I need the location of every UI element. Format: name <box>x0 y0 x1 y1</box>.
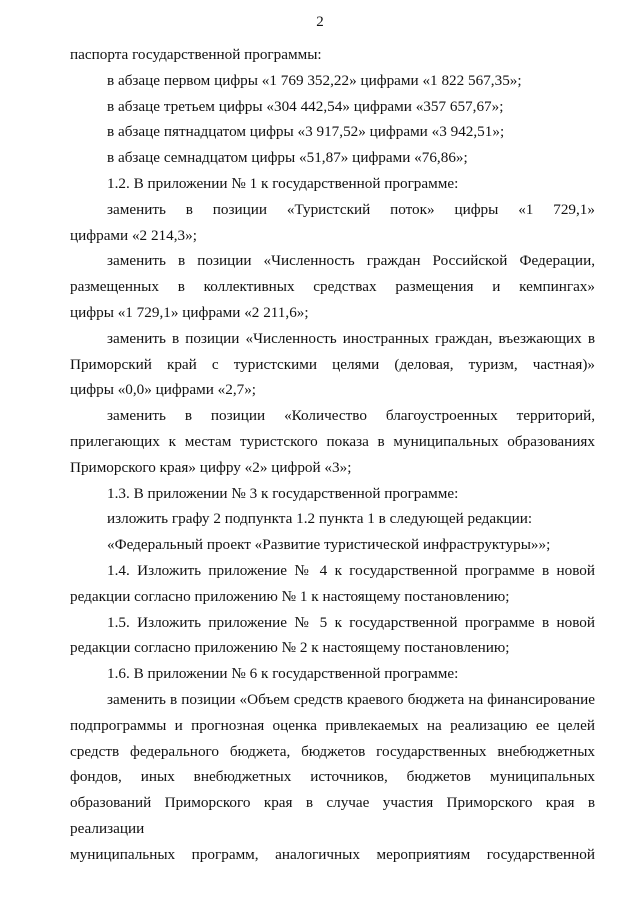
text-line: средств федерального бюджета, бюджетов государственных внебюджетных <box>70 742 595 760</box>
text-line: «Федеральный проект «Развитие туристической инфраструктуры»»; <box>107 536 551 554</box>
text-line: в абзаце пятнадцатом цифры «3 917,52» цифрами «3 942,51»; <box>107 123 505 141</box>
text-line: цифры «1 729,1» цифрами «2 211,6»; <box>70 303 309 321</box>
text-line: 1.3. В приложении № 3 к государственной программе: <box>107 484 459 502</box>
text-line: в абзаце первом цифры «1 769 352,22» цифрами «1 822 567,35»; <box>107 71 522 89</box>
text-line: заменить в позиции «Численность граждан Российской Федерации, <box>107 252 595 270</box>
text-line: Приморский край с туристскими целями (деловая, туризм, частная)» <box>70 355 595 373</box>
text-line: заменить в позиции «Туристский поток» цифры «1 729,1» <box>107 200 595 218</box>
text-line: цифрами «2 214,3»; <box>70 226 197 244</box>
text-line: в абзаце третьем цифры «304 442,54» цифрами «357 657,67»; <box>107 97 504 115</box>
text-line: прилегающих к местам туристского показа в муниципальных образованиях <box>70 432 595 450</box>
text-line: 1.5. Изложить приложение № 5 к государственной программе в новой <box>107 613 595 631</box>
text-line: 1.6. В приложении № 6 к государственной программе: <box>107 665 459 683</box>
text-line: 1.2. В приложении № 1 к государственной программе: <box>107 174 459 192</box>
text-line: фондов, иных внебюджетных источников, бюджетов муниципальных <box>70 768 595 786</box>
text-line: Приморского края» цифру «2» цифрой «3»; <box>70 458 352 476</box>
text-line: подпрограммы и прогнозная оценка привлекаемых на реализацию ее целей <box>70 716 595 734</box>
text-line: заменить в позиции «Численность иностранных граждан, въезжающих в <box>107 329 595 347</box>
text-line: паспорта государственной программы: <box>70 46 322 63</box>
page-number: 2 <box>316 14 324 30</box>
text-line: 1.4. Изложить приложение № 4 к государственной программе в новой <box>107 561 595 579</box>
text-line: изложить графу 2 подпункта 1.2 пункта 1 в следующей редакции: <box>107 510 533 528</box>
text-line: заменить в позиции «Количество благоустроенных территорий, <box>107 407 595 425</box>
text-line: в абзаце семнадцатом цифры «51,87» цифрами «76,86»; <box>107 149 468 167</box>
text-line: редакции согласно приложению № 2 к настоящему постановлению; <box>70 639 510 657</box>
text-line: цифры «0,0» цифрами «2,7»; <box>70 381 257 399</box>
text-line: образований Приморского края в случае участия Приморского края в реализации <box>70 794 595 837</box>
text-line: размещенных в коллективных средствах размещения и кемпингах» <box>70 278 595 296</box>
text-line: муниципальных программ, аналогичных мероприятиям государственной <box>70 845 595 863</box>
text-line: заменить в позиции «Объем средств краевого бюджета на финансирование <box>107 690 595 708</box>
text-line: редакции согласно приложению № 1 к настоящему постановлению; <box>70 587 510 605</box>
document-body <box>70 42 595 868</box>
